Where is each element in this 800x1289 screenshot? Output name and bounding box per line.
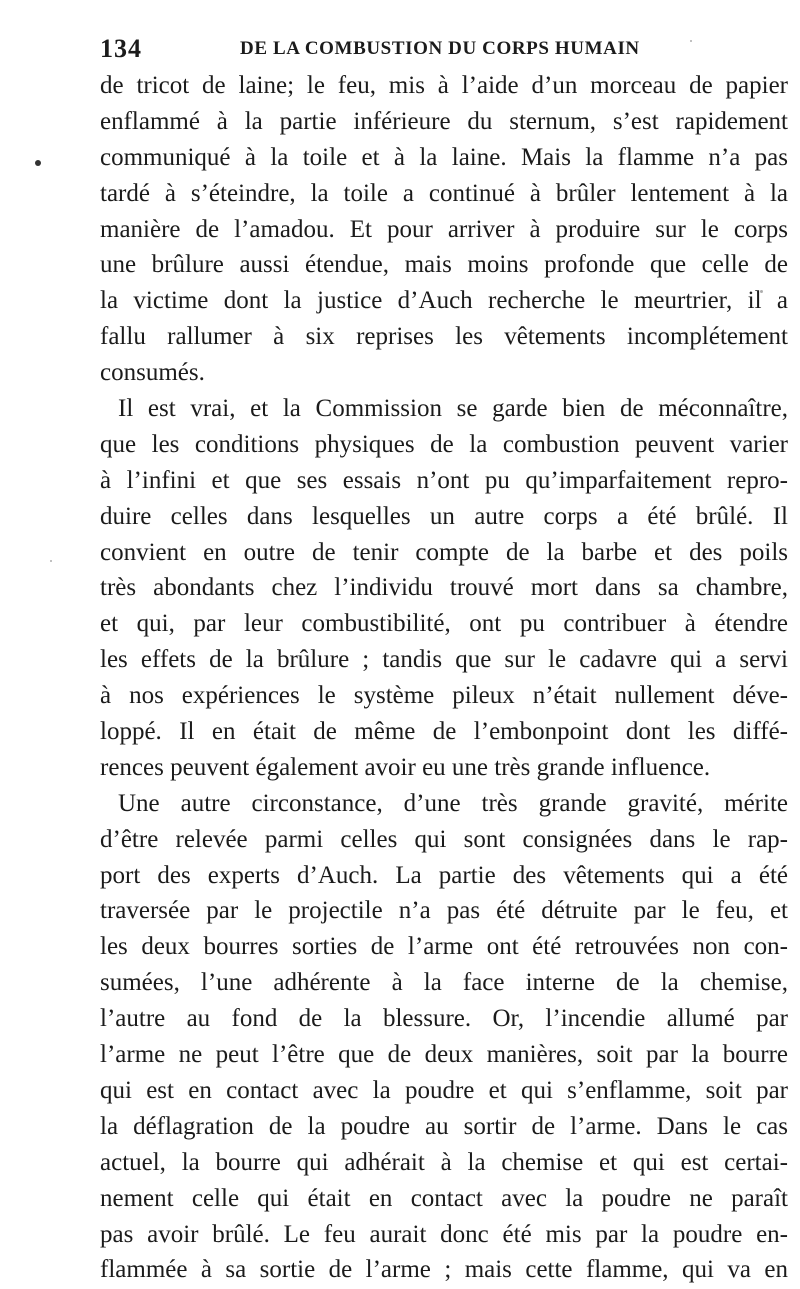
text-line: enflammé à la partie inférieure du sternum, s’est rapidement [100,107,788,135]
text-line: traversée par le projectile n’a pas été détruite par le feu, et [100,897,788,925]
text-line: fallu rallumer à six reprises les vêtements incomplétement [100,323,788,351]
text-line: actuel, la bourre qui adhérait à la chemise et qui est certai- [100,1148,788,1176]
margin-dot-mark [35,160,41,166]
text-line: que les conditions physiques de la combustion peuvent varier [100,430,788,458]
text-line: port des experts d’Auch. La partie des vêtements qui a été [100,861,788,889]
text-line: l’arme ne peut l’être que de deux manières, soit par la bourre [100,1041,788,1069]
text-line: Il est vrai, et la Commission se garde bien de méconnaître, [118,395,788,423]
text-line: l’autre au fond de la blessure. Or, l’incendie allumé par [100,1005,788,1033]
text-line: à l’infini et que ses essais n’ont pu qu’imparfaitement repro- [100,466,788,494]
text-line: à nos expériences le système pileux n’était nullement déve- [100,682,788,710]
text-line: tardé à s’éteindre, la toile a continué à brûler lentement à la [100,179,788,207]
text-line: duire celles dans lesquelles un autre corps a été brûlé. Il [100,502,788,530]
page-number: 134 [100,34,142,63]
text-line: flammée à sa sortie de l’arme ; mais cette flamme, qui va en [100,1256,788,1284]
text-line: convient en outre de tenir compte de la barbe et des poils [100,538,788,566]
text-line: et qui, par leur combustibilité, ont pu contribuer à étendre [100,610,788,638]
running-title: DE LA COMBUSTION DU CORPS HUMAIN [240,38,640,59]
text-line: pas avoir brûlé. Le feu aurait donc été mis par la poudre en- [100,1220,788,1248]
text-line: une brûlure aussi étendue, mais moins profonde que celle de [100,251,788,279]
text-line: la déflagration de la poudre au sortir de l’arme. Dans le cas [100,1112,788,1140]
text-line: qui est en contact avec la poudre et qui s’enflamme, soit par [100,1076,788,1104]
text-line: rences peuvent également avoir eu une très grande influence. [100,753,711,781]
print-speck [50,560,52,562]
text-line: la victime dont la justice d’Auch recherche le meurtrier, il a [100,287,788,315]
print-speck [690,40,692,42]
text-line: d’être relevée parmi celles qui sont consignées dans le rap- [100,825,788,853]
body-text [100,68,788,1288]
text-line: Une autre circonstance, d’une très grande gravité, mérite [118,789,788,817]
text-line: sumées, l’une adhérente à la face interne de la chemise, [100,969,788,997]
text-line: de tricot de laine; le feu, mis à l’aide d’un morceau de papier [100,72,788,99]
text-line: consumés. [100,359,205,387]
running-head [100,34,780,68]
text-line: très abondants chez l’individu trouvé mort dans sa chambre, [100,574,788,602]
text-line: les effets de la brûlure ; tandis que sur le cadavre qui a servi [100,646,788,674]
text-line: loppé. Il en était de même de l’embonpoint dont les diffé- [100,718,788,746]
text-line: communiqué à la toile et à la laine. Mais la flamme n’a pas [100,143,788,171]
text-line: nement celle qui était en contact avec la poudre ne paraît [100,1184,788,1212]
text-line: les deux bourres sorties de l’arme ont été retrouvées non con- [100,933,788,961]
text-line: manière de l’amadou. Et pour arriver à produire sur le corps [100,215,788,243]
